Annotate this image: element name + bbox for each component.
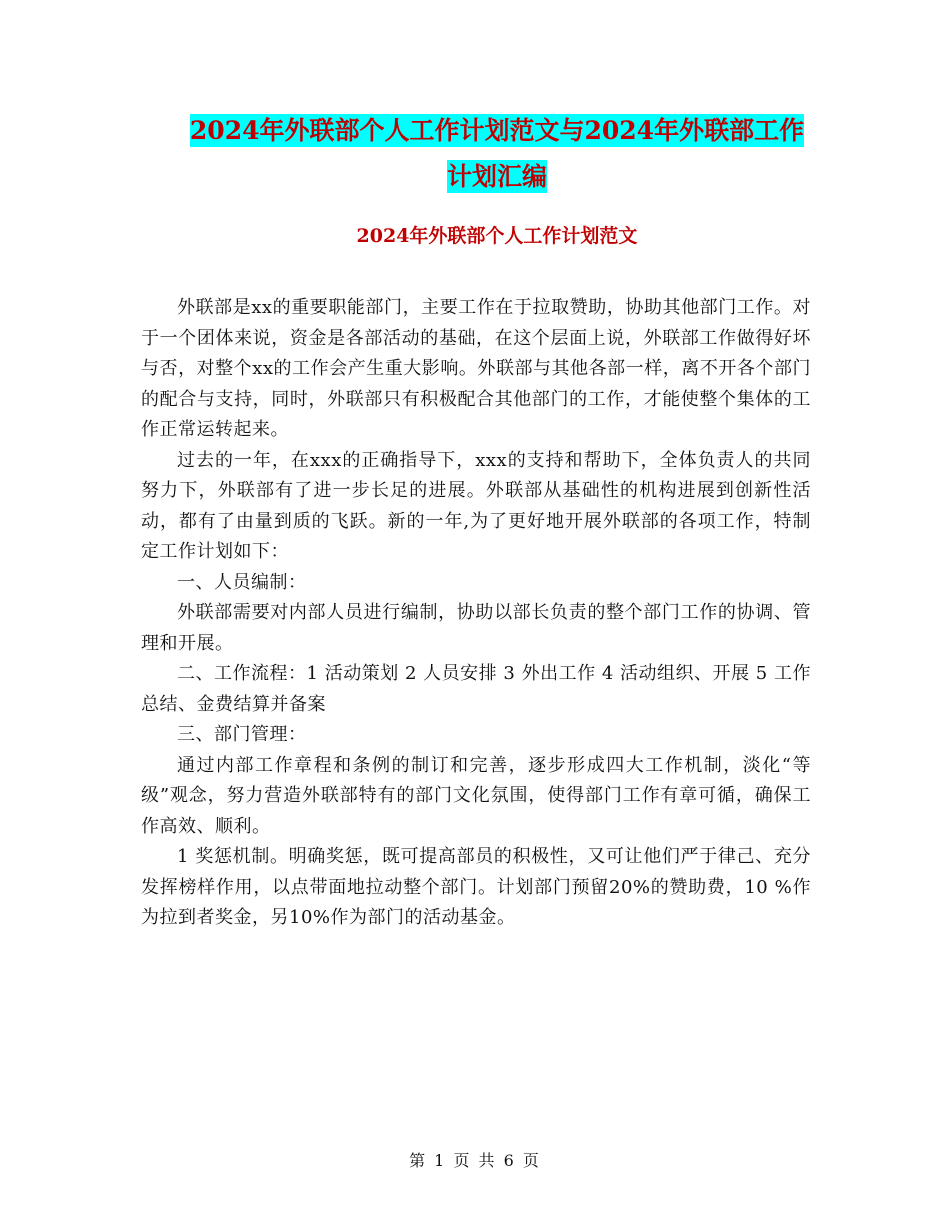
paragraph: 二、工作流程：1 活动策划 2 人员安排 3 外出工作 4 活动组织、开展 5 工作总结、金费结算并备案 xyxy=(141,663,811,715)
document-title-line1: 2024年外联部个人工作计划范文与2024年外联部工作 xyxy=(189,116,805,145)
paragraph: 一、人员编制： xyxy=(177,571,307,593)
paragraph: 过去的一年，在xxx的正确指导下，xxx的支持和帮助下，全体负责人的共同努力下，外联部有了进一步长足的进展。外联部从基础性的机构进展到创新性活动，都有了由量到质的飞跃。新的一年,为了更好地开展外联部的各项工作，特制定工作计划如下： xyxy=(141,449,811,562)
paragraph: 外联部是xx的重要职能部门，主要工作在于拉取赞助，协助其他部门工作。对于一个团体来说，资金是各部活动的基础，在这个层面上说，外联部工作做得好坏与否，对整个xx的工作会产生重大影响。外联部与其他各部一样，离不开各个部门的配合与支持，同时，外联部只有积极配合其他部门的工作，才能使整个集体的工作正常运转起来。 xyxy=(141,297,811,440)
paragraph: 三、部门管理： xyxy=(177,724,307,745)
section-title: 2024年外联部个人工作计划范文 xyxy=(356,225,638,247)
document-title-line2: 计划汇编 xyxy=(446,162,547,191)
paragraph: 外联部需要对内部人员进行编制，协助以部长负责的整个部门工作的协调、管理和开展。 xyxy=(141,602,811,654)
document-title xyxy=(140,108,854,200)
paragraph: 通过内部工作章程和条例的制订和完善，逐步形成四大工作机制，淡化“等级”观念，努力营造外联部特有的部门文化氛围，使得部门工作有章可循，确保工作高效、顺利。 xyxy=(141,754,811,837)
paragraph: 1 奖惩机制。明确奖惩，既可提高部员的积极性，又可让他们严于律己、充分发挥榜样作用，以点带面地拉动整个部门。计划部门预留20%的赞助费，10 %作为拉到者奖金，另10%作为部门的活动基金。 xyxy=(141,846,811,928)
page-footer: 第 1 页 共 6 页 xyxy=(409,1151,541,1170)
document-body xyxy=(141,293,811,934)
